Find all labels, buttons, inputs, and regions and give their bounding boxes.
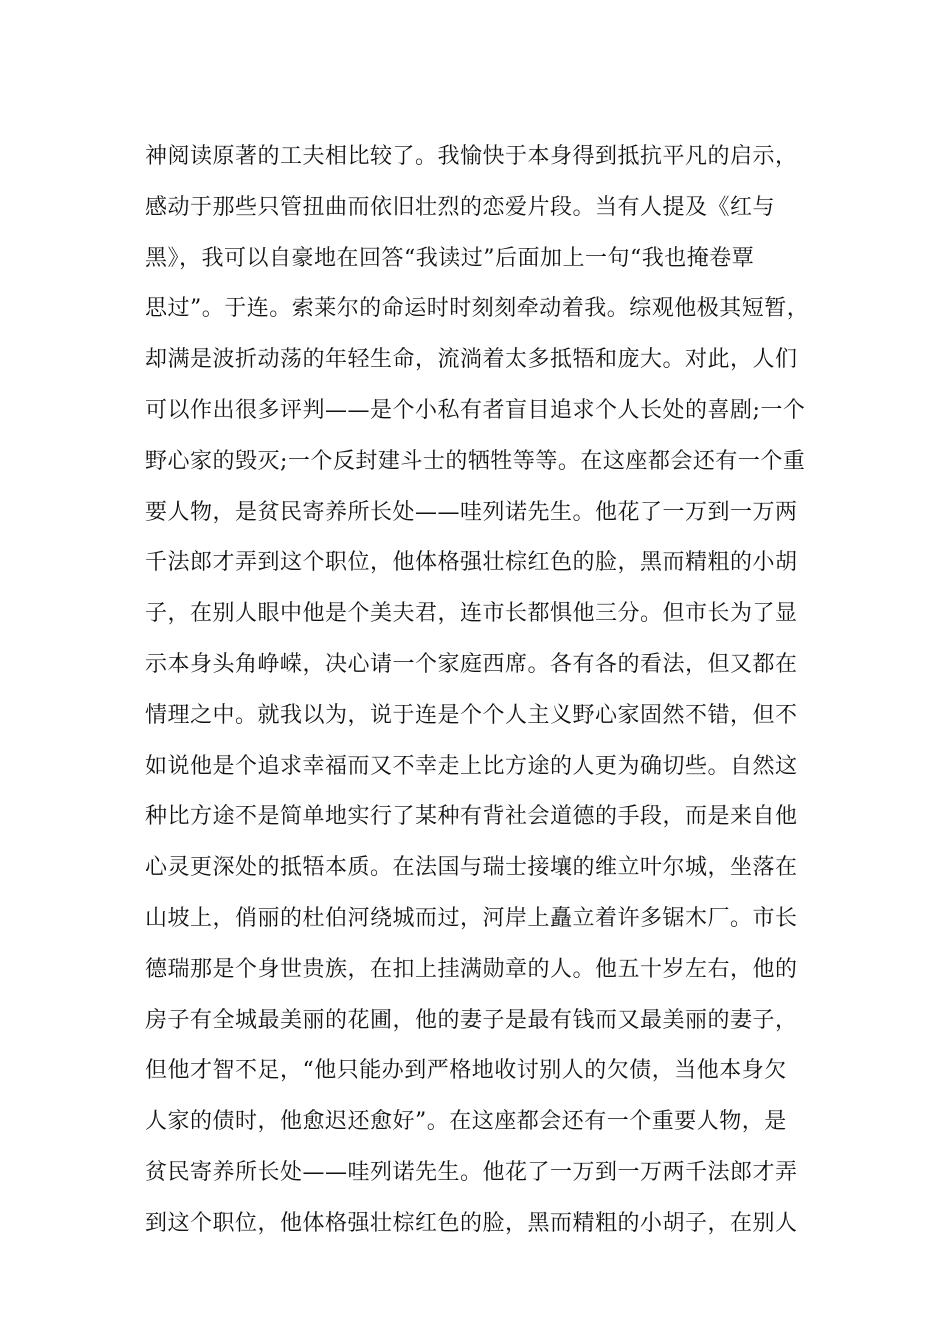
text-line: 可以作出很多评判——是个小私有者盲目追求个人长处的喜剧;一个 xyxy=(145,397,806,423)
text-line: 子，在别人眼中他是个美夫君，连市长都惧他三分。但市长为了显 xyxy=(145,601,798,627)
text-line: 山坡上，俏丽的杜伯河绕城而过，河岸上矗立着许多锯木厂。市长 xyxy=(145,905,798,931)
text-line: 贫民寄养所长处——哇列诺先生。他花了一万到一万两千法郎才弄 xyxy=(145,1159,798,1185)
text-line: 黑》，我可以自豪地在回答“我读过”后面加上一句“我也掩卷覃 xyxy=(145,245,755,271)
text-line: 德瑞那是个身世贵族，在扣上挂满勋章的人。他五十岁左右，他的 xyxy=(145,956,798,982)
text-line: 感动于那些只管扭曲而依旧壮烈的恋爱片段。当有人提及《红与 xyxy=(145,194,776,220)
text-line: 示本身头角峥嵘，决心请一个家庭西席。各有各的看法，但又都在 xyxy=(145,651,798,677)
text-line: 情理之中。就我以为，说于连是个个人主义野心家固然不错，但不 xyxy=(145,702,798,728)
text-line: 要人物，是贫民寄养所长处——哇列诺先生。他花了一万到一万两 xyxy=(145,499,798,525)
text-line: 房子有全城最美丽的花圃，他的妻子是最有钱而又最美丽的妻子， xyxy=(145,1007,798,1033)
text-line: 却满是波折动荡的年轻生命，流淌着太多抵牾和庞大。对此，人们 xyxy=(145,347,798,373)
text-line: 人家的债时，他愈迟还愈好”。在这座都会还有一个重要人物，是 xyxy=(145,1109,787,1135)
text-line: 到这个职位，他体格强壮棕红色的脸，黑而精粗的小胡子，在别人 xyxy=(145,1210,798,1236)
text-line: 如说他是个追求幸福而又不幸走上比方途的人更为确切些。自然这 xyxy=(145,753,798,779)
text-line: 野心家的毁灭;一个反封建斗士的牺牲等等。在这座都会还有一个重 xyxy=(145,448,806,474)
body-text xyxy=(145,132,825,1250)
text-line: 但他才智不足，“他只能办到严格地收讨别人的欠债，当他本身欠 xyxy=(145,1058,787,1084)
text-line: 种比方途不是简单地实行了某种有背社会道德的手段，而是来自他 xyxy=(145,804,798,830)
text-line: 心灵更深处的抵牾本质。在法国与瑞士接壤的维立叶尔城，坐落在 xyxy=(145,855,798,881)
text-line: 思过”。于连。索莱尔的命运时时刻刻牵动着我。综观他极其短暂， xyxy=(145,296,810,322)
text-line: 千法郎才弄到这个职位，他体格强壮棕红色的脸，黑而精粗的小胡 xyxy=(145,550,798,576)
text-line: 神阅读原著的工夫相比较了。我愉快于本身得到抵抗平凡的启示， xyxy=(145,144,798,169)
